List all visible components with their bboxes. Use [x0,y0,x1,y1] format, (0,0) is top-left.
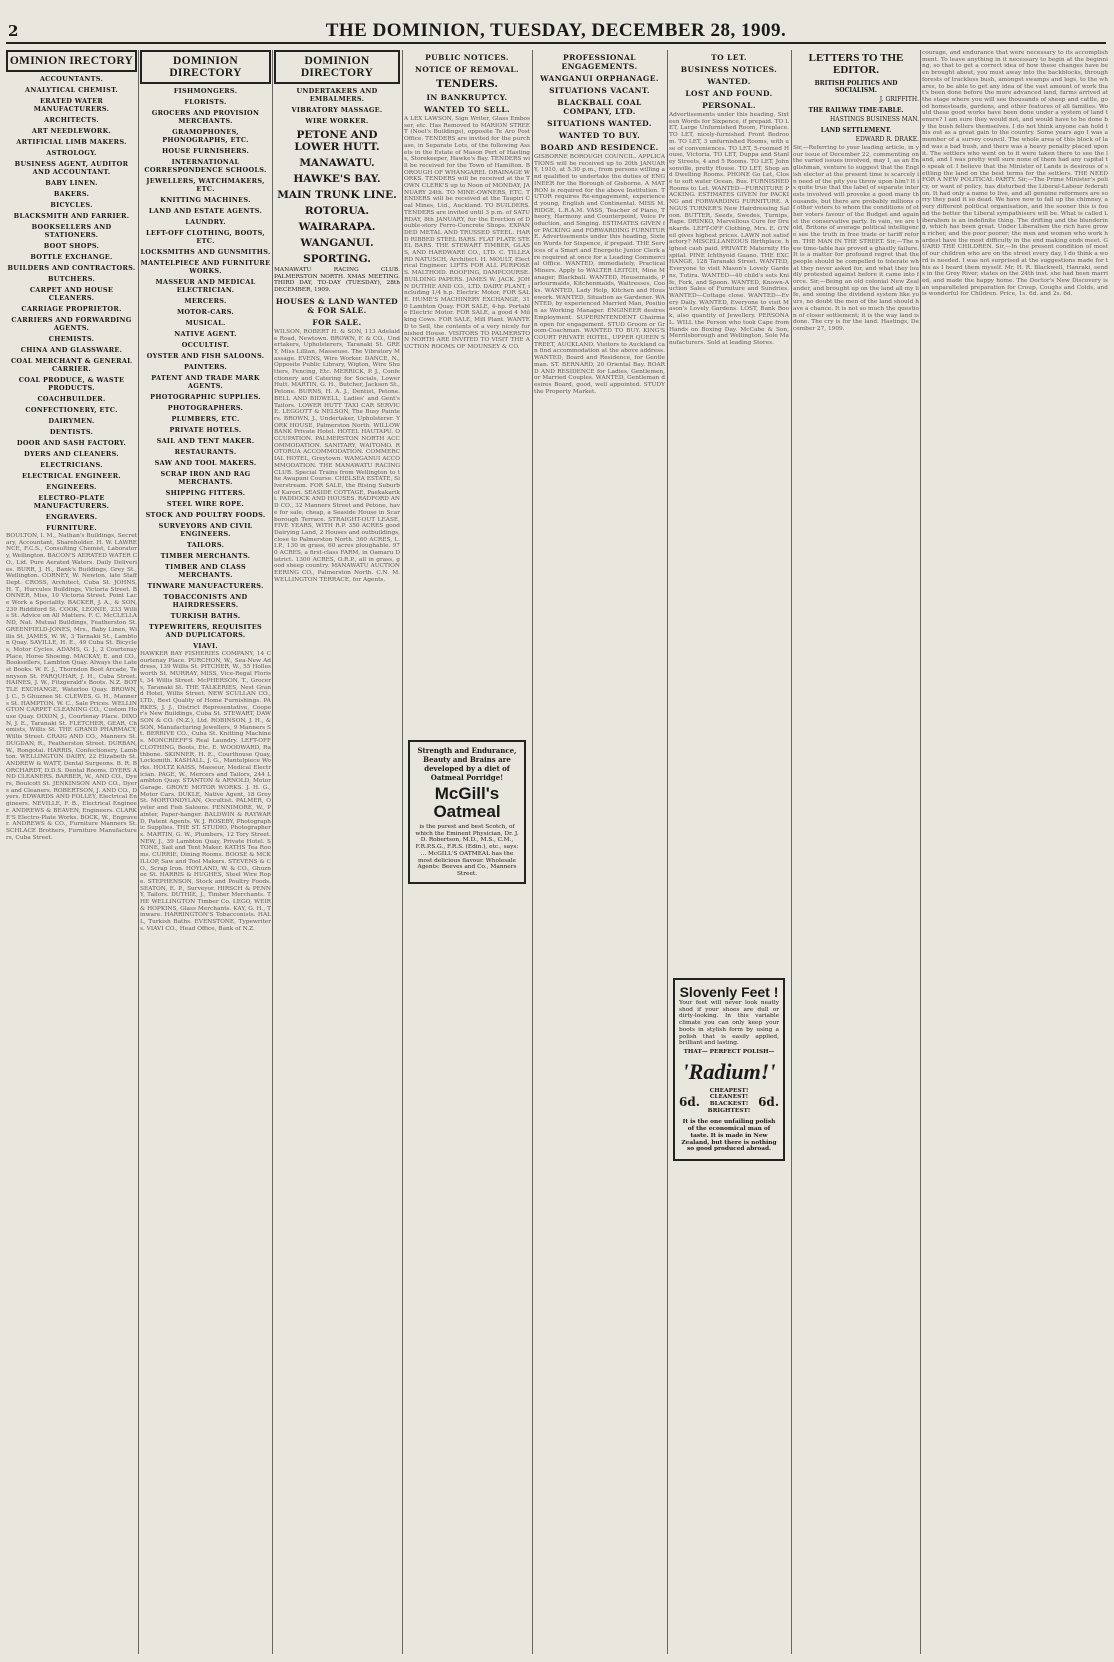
category-heading: SAIL AND TENT MAKER. [156,437,255,445]
category-heading: TAILORS. [186,541,225,549]
oatmeal-body: is the purest and best Scotch, of which the Eminent Physician, Dr. J. D. Robertson, M.D., M.S., C.M., F.R.P.S.G., F.R.S. (Edin.), etc., says: ... McGILL'S OATMEAL has the most delicious flavour. Wholesale Agents: Beeves and Co., Manners Street. [415,824,519,877]
radium-footer: It is the one unfailing polish of the economical man of taste. It is made in New Zealand, but there is nothing so good produced abroad. [681,1119,777,1153]
directory-column-1 [6,50,137,1656]
to-let-heading: TO LET. [711,53,747,62]
public-notices-column [404,50,530,1656]
masthead [6,18,1106,44]
category-heading: BLACKSMITH AND FARRIER. [13,212,130,220]
category-heading: CARRIAGE PROPRIETOR. [21,305,122,313]
professional-heading: PROFESSIONAL ENGAGEMENTS. [561,53,638,71]
letters-text: Sir,—Referring to your leading article, in your issue of December 22, commenting on the varied issues involved, may I, as an Englishman, venture to suggest that the English elector at the present time is scarcely in need of the pity you throw upon him? It is quite true that the label of separate interests involved will provoke a good many thousands, but there are probably millions of other voters to whom the conditions of other voters favour of the Budget and against the conservative party. In vain, we are told, Britons of average political intelligence see the truth in free trade or tariff reform. THE MAN IN THE STREET. Sir,—The new time-table has proved a ghastly failure. It is a matter for profound regret that the people should be compelled to tolerate what they never asked for, and what they loudly protested against before it came into force. Sir,—Being an old colonial New Zealander, and brought up on the land all my life, and seeing the dividend system like yours, no doubt the men of the land should have a chance. It is not so much the question of closer settlement; it is the way land is done. The cry is for the land. Hastings, December 27, 1909. [793,145,919,332]
section-heading-wanganui: WANGANUI. [300,237,374,249]
category-heading: INTERNATIONAL CORRESPONDENCE SCHOOLS. [144,158,267,174]
category-heading: MOTOR-CARS. [176,308,235,316]
category-heading: VIBRATORY MASSAGE. [291,106,383,114]
situations-wanted-heading: SITUATIONS WANTED. [547,119,652,128]
radium-brand: 'Radium!' [682,1058,776,1084]
letter-signoff: HASTINGS BUSINESS MAN. [830,116,919,123]
oatmeal-intro: Strength and Endurance, Beauty and Brains are developed by a diet of Oatmeal Porridge! [417,746,517,782]
category-heading: DOOR AND SASH FACTORY. [16,439,127,447]
letters-column [793,50,919,1656]
category-heading: STOCK AND POULTRY FOODS. [145,511,266,519]
category-heading: COAL PRODUCE, & WASTE PRODUCTS. [18,376,125,392]
category-heading: OYSTER AND FISH SALOONS. [146,352,265,360]
category-heading: FLORISTS. [184,98,227,106]
category-heading: SCRAP IRON AND RAG MERCHANTS. [160,470,251,486]
category-heading: LOCKSMITHS AND GUNSMITHS. [140,248,271,256]
section-heading-petone: PETONE AND LOWER HUTT. [294,129,380,153]
category-heading: BAKERS. [53,190,90,198]
category-heading: MASSEUR AND MEDICAL ELECTRICIAN. [155,278,256,294]
directory-listings: WILSON, ROBERT H. & SON, 113 Adelaide Road, Newtown. BROWN, F. & CO., Undertakers, Upholsterers, Taranaki St. GREY, Miss Lillian, Masseuse. The Vibratory Massage. EVENS, Wire Worker. DANCE, N., Opposite Public Library, Wigton, Wire Shutters, Fencing, Etc. MERRICK, P. J., Confectionery and Catering for Socials, Lower Hutt. MARTIN, G. H., Butcher, Jackson St., Petone. BURNS, H. A. J., Dentist, Petone. BELL AND BIDWELL, Ladies' and Gent's Tailors. LOWER HUTT TAXI CAR SERVICE. LEGGOTT & NELSON, The Busy Painters. BROWN, J., Undertaker, Upholsterer. YORK HOUSE, Palmerston North. WILLOW BANK Private Hotel. HOTEL HAUTAPU. OCCUPATION. PALMERSTON NORTH ACCOMMODATION. SANITARY, WAITOMO. ROTORUA ACCOMMODATION. COMMERCIAL HOTEL, Greytown. WANGANUI ACCOMMODATION. THE MANAWATU RACING CLUB. Special Trains from Wellington to the Awapuni Course. CHELSEA ESTATE, Silverstream. FOR SALE, the Rising Suburb of Karori. SEASIDE COTTAGE, Paekakariki. PADDOCK AND HOUSES. RADFORD AND CO., 32 Manners Street and Petone, have for sale, cheap, a Seaside House in Scarborough Terrace. STRAIGHT-OUT LEASE, FIVE YEARS, WITH R.P. 350 ACRES good Dairying Land, 2 Houses and outbuildings, close to Palmerston North. 360 ACRES, L.I.P., 130 in grass, 60 acres ploughable. 970 ACRES, a first-class FARM, in Oamaru District. 1300 ACRES, O.R.P., all in grass, good sheep country. MANAWATU AUCTIONEERING CO., Palmerston North. C.N. M. WELLINGTON TERRACE, for Agents. [274,328,400,583]
category-heading: MUSICAL. [185,319,226,327]
category-heading: CONFECTIONERY, ETC. [25,406,118,414]
category-heading: BOTTLE EXCHANGE. [30,253,113,261]
category-heading: OCCULTIST. [181,341,230,349]
section-heading-main-trunk: MAIN TRUNK LINE. [277,189,397,201]
category-heading: CARPET AND HOUSE CLEANERS. [29,286,114,302]
section-heading-hawkes-bay: HAWKE'S BAY. [293,173,381,185]
category-heading: PRIVATE HOTELS. [169,426,242,434]
section-heading-sporting: SPORTING. [303,253,371,265]
notice-of-removal-heading: NOTICE OF REMOVAL. [414,65,520,74]
category-heading: COACHBUILDER. [37,395,106,403]
category-heading: STEEL WIRE ROPE. [166,500,245,508]
letter-heading: THE RAILWAY TIME-TABLE. [808,107,904,114]
category-heading: ENGRAVERS. [45,513,98,521]
category-heading: ELECTRICIANS. [40,461,103,469]
category-heading: DYERS AND CLEANERS. [24,450,119,458]
category-heading: BICYCLES. [50,201,93,209]
category-heading: BOOT SHOPS. [43,242,100,250]
category-heading: WIRE WORKER. [305,117,369,125]
section-heading-for-sale: FOR SALE. [312,317,362,327]
category-heading: ERATED WATER MANUFACTURERS. [33,97,110,113]
category-heading: MANTELPIECE AND FURNITURE WORKS. [140,259,271,275]
tenders-heading: TENDERS. [435,78,499,90]
price-left: 6d. [679,1095,700,1110]
category-heading: UNDERTAKERS AND EMBALMERS. [296,87,378,103]
category-heading: TINWARE MANUFACTURERS. [147,582,264,590]
directory-heading: DOMINION DIRECTORY [274,50,400,84]
oatmeal-advertisement [408,740,526,884]
category-heading: PHOTOGRAPHIC SUPPLIES. [150,393,261,401]
category-heading: HOUSE FURNISHERS. [161,147,250,155]
category-heading: SURVEYORS AND CIVIL ENGINEERS. [158,522,253,538]
category-heading: TIMBER AND CLASS MERCHANTS. [165,563,246,579]
category-heading: KNITTING MACHINES. [160,196,251,204]
category-heading: TURKISH BATHS. [170,612,241,620]
category-heading: LAUNDRY. [185,218,226,226]
professional-column [534,50,665,1656]
directory-listings: BOULTON, I. M., Nathan's Buildings, Secretary, Accountant, Shareholder. H. W. LAWRENCE, F.C.S., Consulting Chemist, Laboratory, Wellington. BACON'S AERATED WATER CO., Lid. Pure Aerated Waters. Daily Deliveries. BURR, J. H., Bank's Buildings, Grey St., Wellington. CORNEY, W. Newton, late Staff Dept. CROSS, Architect, Cuba St. JOHNS, H. T., Hurcules Buildings, Victoria Street. BONNER, Miss, 10 Victoria Street. Point Lace Work a Speciality. BACKER, J. A., & SON, 239 Riddiford St. COOK, LEONIE, 233 Willis St. Advice on All Matters. F. C. McCLELLAND, Nat. Mutual Buildings, Featherston St. GREENFIELD-JONES, Mrs., Baby Linen, Willis St. JAMES, W. W., 3 Tarnakii St., Lambton Quay. SAVILLE, H. E., 49 Cuba St. Bicycles, Motor Cycles. ADAMS, G. J., 2 Courtenay Place, Horse Shoeing. MACKAY, E. and CO., Booksellers, Lambton Quay. Always the Latest Books. W. E. J., Thorndon Boot Arcade, Tennyson St. FARQUHAR, J. H., Cuba Street. HAINES, J. W., Fitzgerald's Boots. N.Z. BOTTLE EXCHANGE, Waterloo Quay. BROWN, J. C., 5 Ghuznee St. CLEWES, G. H., Manners St. HAMPTON, W. C., Sale Prices. WELLINGTON CARPET CLEANING CO., Custom House Quay. DIXON, J., Courtenay Place. DIXON, J. E., Taranaki St. FLETCHER, GEAR, Chemists, Willis St. THE GRAND PHARMACY, Willis Street. CRAIG AND CO., Manners St. DUGDAN, R., Featherston Street. DURBAN, W., Rongotai. HARRIS, Confectionery, Lambton. WELLINGTON DAIRY, 22 Elizabeth St. ANDREW & WATT, Dental Surgeons. B. R. BORCHARDT, D.D.S. Dental Rooms. DYERS AND CLEANERS. BARBER, W., AND CO., Dyers, Boulcott St. JENKINSON AND CO., Dyers and Cleaners. ROBERTSON, J. AND CO., Dyers. EDWARDS AND FOLLEY, Electrical Engineers. NEVILLE, F. B., Electrical Engineer. ANDREWS & BEAVEN, Engineers. CLARKE'S Electro-Plate Works. BOCK, W., Engraver. ANDREWS & CO., Furniture Manners St. SCHLACE Brothers, Furniture Manufacturers, Cuba Street. [6,533,137,841]
column-rule [138,50,139,1654]
letter-signoff: EDWARD R. DRAKE. [855,136,919,143]
category-heading: VIAVI. [193,642,218,650]
directory-column-2 [140,50,271,1656]
category-heading: PATENT AND TRADE MARK AGENTS. [151,374,260,390]
slovenly-feet-body: Your feet will never look neatly shod if your shoes are dull or dirty-looking. In this variable climate you can only keep your boots in stylish form by using a polish that is easily applied, brilliant and lasting. [679,1000,779,1047]
letters-continued-column [922,50,1108,1656]
letter-signoff: J. GRIFFITH. [879,96,919,103]
category-heading: BABY LINEN. [45,179,98,187]
situations-vacant-heading: SITUATIONS VACANT. [549,86,650,95]
wanganui-orphanage-heading: WANGANUI ORPHANAGE. [540,74,659,83]
category-heading: ELECTRICAL ENGINEER. [22,472,121,480]
bankruptcy-heading: IN BANKRUPTCY. [426,93,508,102]
section-heading-manawatu: MANAWATU. [299,157,375,169]
section-heading-houses: HOUSES & LAND WANTED & FOR SALE. [275,296,399,315]
column-rule [272,50,273,1654]
category-heading: SHIPPING FITTERS. [165,489,246,497]
price-claims: CHEAPEST! CLEANEST! BLACKEST! BRIGHTEST! [707,1087,751,1114]
category-heading: ELECTRO-PLATE MANUFACTURERS. [33,494,110,510]
category-heading: GRAMOPHONES, PHONOGRAPHS, ETC. [162,128,249,144]
category-heading: PHOTOGRAPHERS. [167,404,244,412]
column-rule [791,50,792,1654]
directory-heading: DOMINION DIRECTORY [140,50,271,84]
perfect-polish-label: THAT— PERFECT POLISH— [683,1048,775,1055]
category-heading: SAW AND TOOL MAKERS. [154,459,257,467]
blackball-heading: BLACKBALL COAL COMPANY, LTD. [557,98,642,116]
category-heading: LEFT-OFF CLOTHING, BOOTS, ETC. [146,229,265,245]
category-heading: ART NEEDLEWORK. [31,127,112,135]
category-heading: FURNITURE. [46,524,97,532]
classified-text: GISBORNE BOROUGH COUNCIL. APPLICATIONS will be received up to 20th JANUARY, 1910, at 5.30 p.m., from persons willing and qualified to undertake the duties of ENGINEER for the Borough of Gisborne. A MATRON is required for the above Institution. TUTOR requires Re-engagement, experienced young, English and Continental. MISS M. RIDGE, L.R.A.M. VASS, Teacher of Piano, Theory, Harmony and Counterpoint, Voice Production, and Singing. ESTIMATES GIVEN for PACKING and FORWARDING FURNITURE. Advertisements under this heading, Sixteen Words for Sixpence, if prepaid. THE Services of a Smart and Energetic Junior Clerk are required at once for a Leading Commercial Office. WANTED, immediately, Practical Miners. Apply to WALTER LEITCH, Mine Manager, Blackball. WANTED, Housemaids, Parlourmaids, Kitchenmaids, Waitresses, Cooks. WANTED, Lady Help, Kitchen and Housework. WANTED, Situation as Gardener. WANTED, by experienced Married Man, Position as Working Manager. ENGINEER desires Employment. SUPERINTENDENT Chairman open for engagement. STUD Groom or Groom-Coachman. WANTED TO BUY. KING'S COURT PRIVATE HOTEL, UPPER QUEEN STREET, AUCKLAND. Visitors to Auckland can find accommodation at the above address. WANTED, Board and Residence, for Gentleman. ST. BERNARD, 20 Oriental Bay. BOARD AND RESIDENCE for Ladies, Gentlemen, or Married Couples. WANTED, Gentleman desires Board, good, well appointed. STUDY the Property Market. [534,154,665,395]
wanted-heading: WANTED. [707,77,751,86]
racing-club-notice: MANAWATU RACING CLUB. PALMERSTON NORTH. XMAS MEETING. THIRD DAY, TO-DAY (TUESDAY), 28th DECEMBER, 1909. [274,267,400,294]
category-heading: DENTISTS. [49,428,94,436]
category-heading: BUILDERS AND CONTRACTORS. [7,264,136,272]
category-heading: ARCHITECTS. [44,116,99,124]
category-heading: ASTROLOGY. [46,149,97,157]
category-heading: CHEMISTS. [48,335,95,343]
category-heading: PAINTERS. [183,363,228,371]
letters-continued-text: courage, and endurance that were necessary to its accomplishment. To leave anything in it necessary to begin at the beginning, so that to get a correct idea of how these changes have been brought about, you must away into the backblocks, through forests of trackless bush, amongst swamps and logs, to the whares, to be able to get any idea of the vast amount of work that's been done before the more advanced land, farms arrived at the stage where you will see thousands of sheep and cattle, good homesteads, gardens, and other features of all families. Would these good works have been done under a system of land tenure? I am sure they would not, and would have to be done by the bush fellers themselves. I do not think anyone can hold this out as a great gain to the country. Some years ago I was a member of a survey council. The whole area of this block of land was a bad bush, and there was a heavy penalty placed upon it. The settlers who went on to it were taken there to see the land, and I was pretty well sure none of them had any capital to speak of. I believe that the Minister of Lands is desirous of settling the land on the best terms for the settlers. THE NEED FOR A NEW POLITICAL PARTY. Sir,—The Prime Minister's policy, or want of policy, has disturbed the Liberal-Labour federation. It had only a name to live, and all genuine reformers are sorry they paid it so dead. We have now to fall up the chimney, a very different political organisation, and the sooner this is found the better the Liberal sympathisers will be. What is called Liberalism is an indefinite thing. The drifting and the blundering, which has been great. Under Liberalism the rich have grown richer, and the poor poorer; the men and women who work hardest have the most difficulty in the end making ends meet. GUARD THE CHILDREN. Sir,—In the present condition of most of our children who are on the street every day, I do think a word is needed. I was not surprised at the suggestions made for this as I heard them myself. Mr. H. R. Blackwell, Hanraki, sends in the Grey River, states on the 24th inst. she had been married, and made the happy home. The Doctor's New Discovery is an unparalleled preparation for Croup, Coughs and Colds, and is wonderful for Children. Price, 1s. 6d. and 2s. 6d. [922,50,1108,298]
category-heading: CARRIERS AND FORWARDING AGENTS. [11,316,132,332]
directory-listings: HAWKER BAY FISHERIES COMPANY, 14 Courtenay Place. PURCHON, W., Sea-New Address, 139 Willis St. PITCHER, W., 55 Hollesworth St. MURRAY, MISS, Vice-Regal Florist, 34 Willis Street. McPHERSON, T., Grocers, Taranaki St. THE TALKERIES, Nest Grand Hotel, Willis Street. NEW SCULLAN CO., LTD., Best Quality of Home Furnishings. PARKES, J. J., District Representative, Cooper's New Buildings, Cuba St. STEWART, DAWSON & CO. (N.Z.), Ltd. ROBINSON, J. H., & SON, Manufacturing Jewellers, 9 Manners St. BERRIVE CO., Cuba St. Knitting Machines. MONCRIEFF'S Real Laundry. LEFT-OFF CLOTHING, Boots, Etc. E. WOODWARD, Rathbone. SKINNER, H. E., Courthouse Quay, Locksmith. KASHALL, J. G., Mantelpiece Works. HOLTZ KAISS, Masseur, Medical Electrician. PAGE, W., Mercers and Tailors, 244 Lambton Quay. STANTON & ARNOLD, Motor Garage. GROVE MOTOR WORKS. J. H. G., Motor Cars. DUKLE, Native Agent, 18 Grey St. MORTONDYLAN, Occultist. PALMER, Oyster and Fish Saloons. FENNIMORE, W., Painter, Paper-hanger. BALDWIN & RAYWARD, Patent Agents. W. J. ROSEBY, Photographic Supplies. THE ST. STUDIO, Photographers. MARTIN, G. W., Plumbers, 12 Tory Street. NEW, J., 39 Lambton Quay, Private Hotel. STONE, Sail and Tent Maker. KATHS Tea Rooms. CURRIE, Dining Rooms. BOOSE & MCKILLOP, Saw and Tool Makers. STEVENS & CO., Scrap Iron. HOYLAND, W. & CO., Ghuznee St. HARRIS & HUGHES, Steel Wire Rope. STEPHENSON, Stock and Poultry Foods. SEATON, E. P., Surveyor. HIRSCH & PENNY, Tailors. DUTHIE, J., Timber Merchants. THE WELLINGTON Timber Co. LEGO, WEIR & HOPKINS, Glass Merchants. KAY, G. H., Tinware. HARRINGTON'S Tobacconists. HALL, Turkish Baths. EVENSTONE, Typewriters. VIAVI CO., Head Office, Bank of N.Z. [140,651,271,932]
category-heading: BOOKSELLERS AND STATIONERS. [31,223,112,239]
category-heading: COAL MERCHANT & GENERAL CARRIER. [10,357,133,373]
column-rule [920,50,921,1654]
business-notices-heading: BUSINESS NOTICES. [680,65,778,74]
category-heading: CHINA AND GLASSWARE. [20,346,123,354]
column-rule [667,50,668,1654]
category-heading: GROCERS AND PROVISION MERCHANTS. [151,109,260,125]
category-heading: RESTAURANTS. [174,448,237,456]
category-heading: TIMBER MERCHANTS. [160,552,251,560]
notices-text: A LEX LAWSON, Sign Writer, Glass Embosser, etc. Has Removed to MARION STREET (Noel's Buildings), opposite Te Aro Post Office. TENDERS are invited for the purchase, in Separate Lots, of the following Assets in the Estate of Mason Pert of Hastings, Storekeeper, Hawke's Bay. TENDERS will be received for the Town of Hamilton. BOROUGH OF WHANGAREI. DRAINAGE WORKS. TENDERS will be received at the TOWN CLERK'S up to Noon of MONDAY, JANUARY 24th. TO MINE-OWNERS, ETC. TENDERS will be received at the Taupiri Coal Mines, Ltd., Auckland. TO BUILDERS. TENDERS are invited until 3 p.m. of SATURDAY, 8th JANUARY, for the Erection of Double-story Ferro-Concrete Shops. EXPANDED METAL AND TRUSSED STEEL. HARD RIBBED STEEL BARS. FLAT PLATE STEEL BARS. THE STEWART TIMBER, GLASS, AND HARDWARE CO., LTD. C. TILLEARD NATUSCH, Architect. H. MOULT, Electrical Engineer. LIFTS FOR ALL PURPOSES. MALTHOID. ROOFING, DAMPCOURSE. BUILDING PAPERS. JAMES W. JACK. JOHN DUTHIE AND CO., LTD. DAIRY PLANT, including 1/4 h.p. Electric Motor, FOR SALE. HUME'S MACHINERY EXCHANGE, 310 Lambton Quay. FOR SALE, 4-hp. Portable Electric Motor. FOR SALE, a good 4 Milking Cows. FOR SALE, Mill Plant. WANTED to Sell, the contents of a very nicely furnished House. VISITORS TO PALMERSTON NORTH ARE INVITED TO VISIT THE AUCTION ROOMS OF MOUNSEY & CO. [404,116,530,350]
wanted-to-sell-heading: WANTED TO SELL. [423,105,511,114]
category-heading: NATIVE AGENT. [174,330,237,338]
category-heading: BUTCHERS. [47,275,96,283]
page-number: 2 [8,22,19,40]
column-rule [532,50,533,1654]
category-heading: ARTIFICIAL LIMB MAKERS. [16,138,127,146]
to-let-column [669,50,789,1656]
oatmeal-brand: McGill's Oatmeal [433,784,501,821]
category-heading: TOBACCONISTS AND HAIRDRESSERS. [163,593,248,609]
price-row [679,1088,779,1117]
letter-heading: BRITISH POLITICS AND SOCIALISM. [814,80,898,94]
category-heading: MERCERS. [184,297,227,305]
slovenly-feet-title: Slovenly Feet ! [679,984,779,1000]
section-heading-rotorua: ROTORUA. [304,205,370,217]
column-rule [402,50,403,1654]
price-right: 6d. [758,1095,779,1110]
radium-polish-advertisement [673,978,785,1161]
public-notices-heading: PUBLIC NOTICES. [425,53,509,62]
letter-heading: LAND SETTLEMENT. [820,127,892,134]
category-heading: LAND AND ESTATE AGENTS. [148,207,263,215]
category-heading: FISHMONGERS. [173,87,238,95]
section-heading-wairarapa: WAIRARAPA. [298,221,376,233]
category-heading: DAIRYMEN. [48,417,95,425]
category-heading: ACCOUNTANTS. [39,75,104,83]
directory-heading: OMINION IRECTORY [6,50,137,72]
directory-column-3 [274,50,400,1656]
lost-found-heading: LOST AND FOUND. [685,89,773,98]
personal-heading: PERSONAL. [702,101,756,110]
letters-to-editor-heading: LETTERS TO THE EDITOR. [808,52,904,76]
category-heading: JEWELLERS, WATCHMAKERS, ETC. [146,177,265,193]
newspaper-title: THE DOMINION, TUESDAY, DECEMBER 28, 1909. [325,20,787,41]
category-heading: ANALYTICAL CHEMIST. [25,86,118,94]
wanted-to-buy-heading: WANTED TO BUY. [558,131,641,140]
to-let-text: Advertisements under this heading, Sixteen Words for Sixpence, if prepaid. TO LET, Large Unfurnished Room, Fireplace. TO LET, nicely-furnished Front Bedroom. TO LET, 3 unfurnished Rooms, with use of conveniences. TO LET, 5-roomed House, Victoria. TO LET, Duppa and Stanley Streets, 4 and 5 Rooms. TO LET, Johnsonville, pretty House. TO LET, Shop and Dwelling Rooms. PHONE Go Let, Close to soft water Ocean, Bus. FURNISHED Rooms to Let. WANTED—FURNITURE PACKING. ESTIMATES GIVEN for PACKING and FORWARDING FURNITURE. ANGUS TURNER'S New Hairdressing Saloon. BUTTER, Seeds, Swedes, Turnips, Rape. DRINKO, Marvellous Cure for Drunkards. LEFT-OFF Clothing, Mrs. E. O'Neil gives highest prices. LAWN not satisfactory? MISCELLANEOUS Birthplace, highest cash paid. PRIVATE Maternity Hospital. PINE Ichthyoid Guano. THE EXCHANGE, 128 Taranaki Street. WANTED, Everyone to visit Mason's Lovely Gardens, Tutira. WANTED—40 child's sets Knife, Fork, and Spoon. WANTED, Known-Auction Sales of Furniture and Sundries. WANTED—Cottage close. WANTED—Every Daily. WANTED, Everyone to visit Mason's Lovely Gardens. LOST, Bank Book, also quantity of Jewellery. PERSONAL. WILL the Person who took Cape from Hands on Boxing Day. McCabe & Son, Merrilsborough and Wellington, Sole Manufacturers. Sold at leading Stores. [669,112,789,346]
category-heading: TYPEWRITERS, REQUISITES AND DUPLICATORS. [148,623,263,639]
category-heading: BUSINESS AGENT, AUDITOR AND ACCOUNTANT. [14,160,129,176]
category-heading: PLUMBERS, ETC. [171,415,240,423]
category-heading: ENGINEERS. [46,483,97,491]
board-residence-heading: BOARD AND RESIDENCE. [540,143,659,152]
